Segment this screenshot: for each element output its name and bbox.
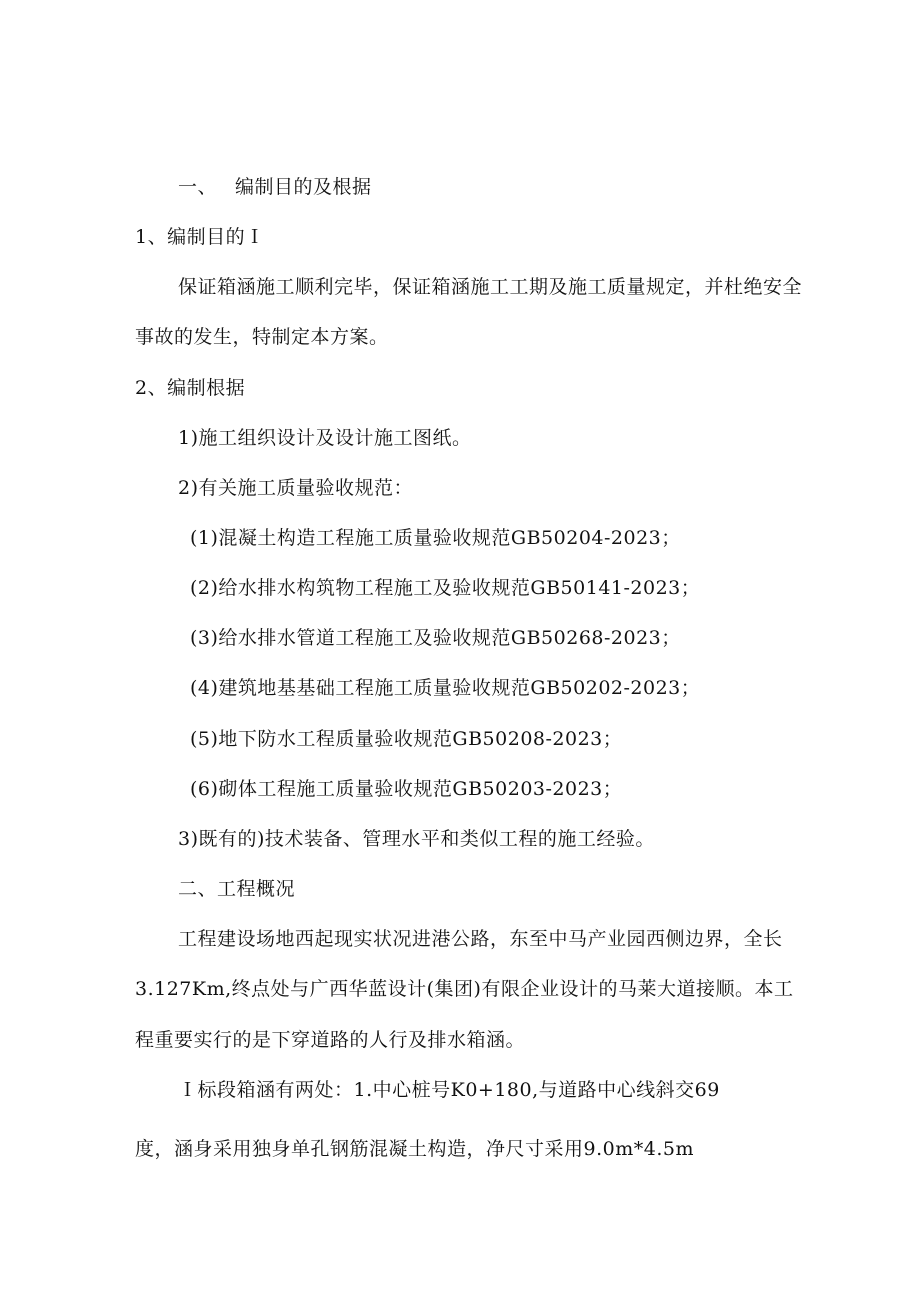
purpose-text-line-1: 保证箱涵施工顺利完毕，保证箱涵施工工期及施工质量规定，并杜绝安全 xyxy=(178,276,803,298)
standard-item-4: (4)建筑地基基础工程施工质量验收规范GB50202-2023； xyxy=(190,677,701,699)
overview-line-4: Ｉ标段箱涵有两处：1.中心桩号K0+180,与道路中心线斜交69 xyxy=(178,1079,720,1101)
basis-item-3: 3)既有的)技术装备、管理水平和类似工程的施工经验。 xyxy=(178,828,655,850)
basis-item-2: 2)有关施工质量验收规范： xyxy=(178,477,414,499)
section-two-heading: 二、工程概况 xyxy=(178,878,296,900)
standard-item-1: (1)混凝土构造工程施工质量验收规范GB50204-2023； xyxy=(190,527,681,549)
purpose-heading: 1、编制目的Ｉ xyxy=(135,226,265,248)
section-one-title: 编制目的及根据 xyxy=(235,176,372,198)
standard-item-6: (6)砌体工程施工质量验收规范GB50203-2023； xyxy=(190,778,623,800)
section-one-number: 一、 xyxy=(178,176,218,198)
overview-line-3: 程重要实行的是下穿道路的人行及排水箱涵。 xyxy=(135,1029,526,1051)
basis-item-1: 1)施工组织设计及设计施工图纸。 xyxy=(178,427,472,449)
overview-line-2: 3.127Km,终点处与广西华蓝设计(集团)有限企业设计的马莱大道接顺。本工 xyxy=(135,978,794,1000)
standard-item-3: (3)给水排水管道工程施工及验收规范GB50268-2023； xyxy=(190,627,681,649)
overview-line-1: 工程建设场地西起现实状况进港公路，东至中马产业园西侧边界，全长 xyxy=(178,928,783,950)
overview-line-5: 度，涵身采用独身单孔钢筋混凝土构造，净尺寸采用9.0m*4.5m xyxy=(135,1138,694,1160)
standard-item-2: (2)给水排水构筑物工程施工及验收规范GB50141-2023； xyxy=(190,577,701,599)
basis-heading: 2、编制根据 xyxy=(135,377,246,399)
standard-item-5: (5)地下防水工程质量验收规范GB50208-2023； xyxy=(190,728,623,750)
purpose-text-line-2: 事故的发生，特制定本方案。 xyxy=(135,326,389,348)
